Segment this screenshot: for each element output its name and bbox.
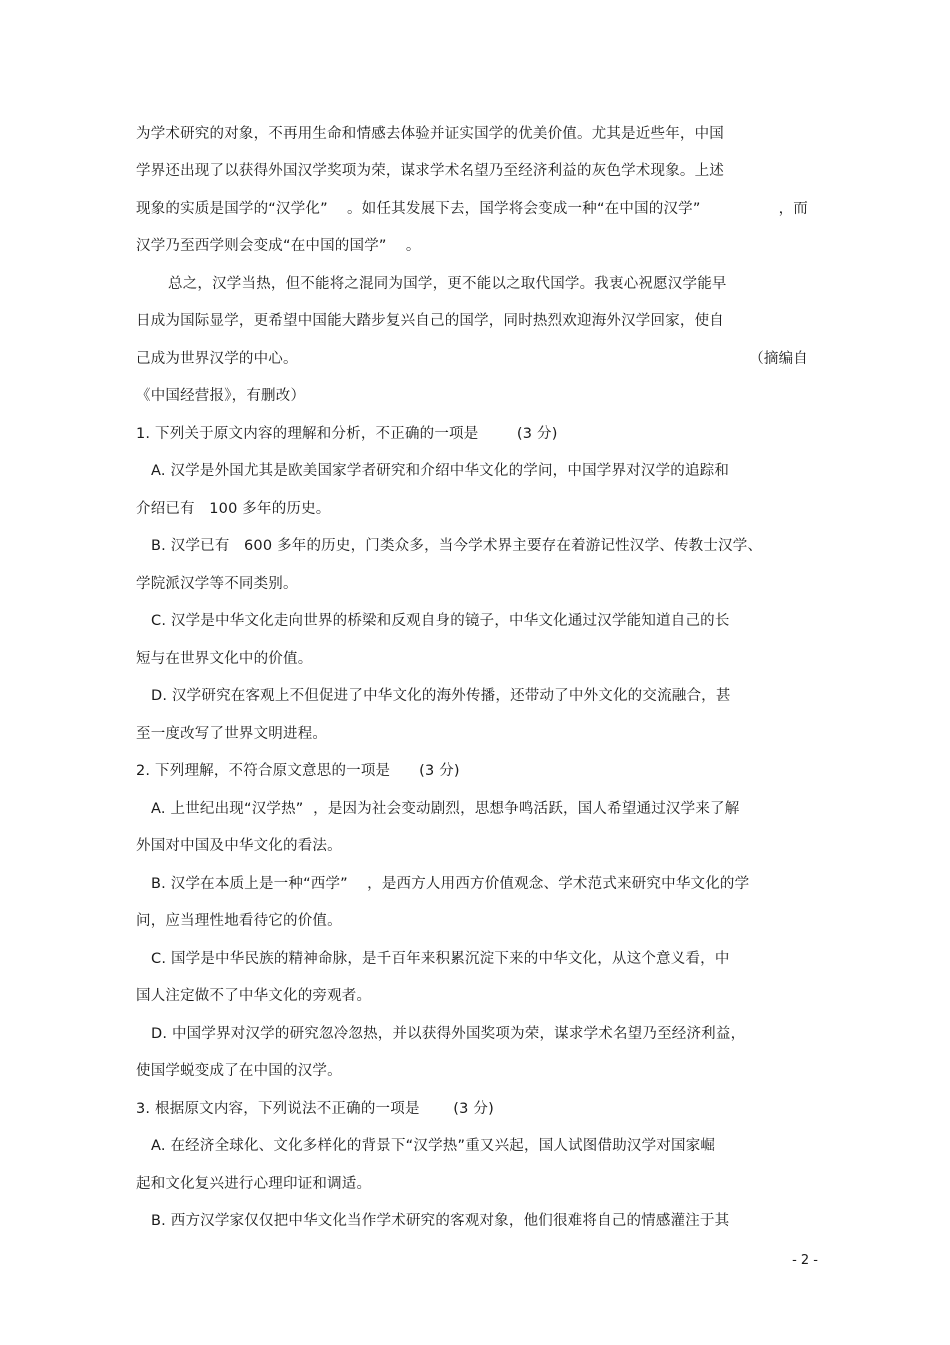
option-d-cont: 使国学蜕变成了在中国的汉学。 xyxy=(136,1063,342,1079)
option-c: C. 国学是中华民族的精神命脉，是千百年来积累沉淀下来的中华文化，从这个意义看，中 xyxy=(151,951,730,967)
text-line: 为学术研究的对象，不再用生命和情感去体验并证实国学的优美价值。尤其是近些年，中国 xyxy=(136,126,724,142)
source-note: 《中国经营报》，有删改） xyxy=(136,388,306,404)
text-line-tail: ，而 xyxy=(778,201,808,217)
question-2: 2. 下列理解，不符合原文意思的一项是 (3 分) xyxy=(136,763,460,779)
option-a: A. 汉学是外国尤其是欧美国家学者研究和介绍中华文化的学问，中国学界对汉学的追踪和 xyxy=(151,463,730,479)
option-a-cont: 起和文化复兴进行心理印证和调适。 xyxy=(136,1176,372,1192)
page-number: - 2 - xyxy=(792,1253,818,1268)
source-note: （摘编自 xyxy=(749,351,808,367)
text-line: 日成为国际显学，更希望中国能大踏步复兴自己的国学，同时热烈欢迎海外汉学回家，使自 xyxy=(136,313,724,329)
question-3: 3. 根据原文内容，下列说法不正确的一项是 (3 分) xyxy=(136,1101,494,1117)
option-d-cont: 至一度改写了世界文明进程。 xyxy=(136,726,328,742)
option-a-cont: 外国对中国及中华文化的看法。 xyxy=(136,838,342,854)
text-line: 现象的实质是国学的“汉学化” 。如任其发展下去，国学将会变成一种“在中国的汉学” xyxy=(136,201,701,217)
text-line: 汉学乃至西学则会变成“在中国的国学” 。 xyxy=(136,238,421,254)
option-a: A. 上世纪出现“汉学热” ，是因为社会变动剧烈，思想争鸣活跃，国人希望通过汉学来了解 xyxy=(151,801,740,817)
option-b: B. 西方汉学家仅仅把中华文化当作学术研究的客观对象，他们很难将自己的情感灌注于其 xyxy=(151,1213,730,1229)
option-c: C. 汉学是中华文化走向世界的桥梁和反观自身的镜子，中华文化通过汉学能知道自己的长 xyxy=(151,613,730,629)
text-line: 己成为世界汉学的中心。 xyxy=(136,351,298,367)
option-c-cont: 国人注定做不了中华文化的旁观者。 xyxy=(136,988,372,1004)
option-b-cont: 问，应当理性地看待它的价值。 xyxy=(136,913,342,929)
option-d: D. 汉学研究在客观上不但促进了中华文化的海外传播，还带动了中外文化的交流融合，甚 xyxy=(151,688,731,704)
option-b: B. 汉学在本质上是一种“西学” ，是西方人用西方价值观念、学术范式来研究中华文化的学 xyxy=(151,876,750,892)
paragraph-first-line: 总之，汉学当热，但不能将之混同为国学，更不能以之取代国学。我衷心祝愿汉学能早 xyxy=(168,276,727,292)
question-1: 1. 下列关于原文内容的理解和分析，不正确的一项是 (3 分) xyxy=(136,426,558,442)
option-a-cont: 介绍已有 100 多年的历史。 xyxy=(136,501,331,517)
option-b: B. 汉学已有 600 多年的历史，门类众多，当今学术界主要存在着游记性汉学、传教士汉学、 xyxy=(151,538,763,554)
option-d: D. 中国学界对汉学的研究忽冷忽热，并以获得外国奖项为荣，谋求学术名望乃至经济利益， xyxy=(151,1026,746,1042)
option-a: A. 在经济全球化、文化多样化的背景下“汉学热”重又兴起，国人试图借助汉学对国家崛 xyxy=(151,1138,716,1154)
option-c-cont: 短与在世界文化中的价值。 xyxy=(136,651,313,667)
option-b-cont: 学院派汉学等不同类别。 xyxy=(136,576,298,592)
text-line: 学界还出现了以获得外国汉学奖项为荣，谋求学术名望乃至经济利益的灰色学术现象。上述 xyxy=(136,163,724,179)
